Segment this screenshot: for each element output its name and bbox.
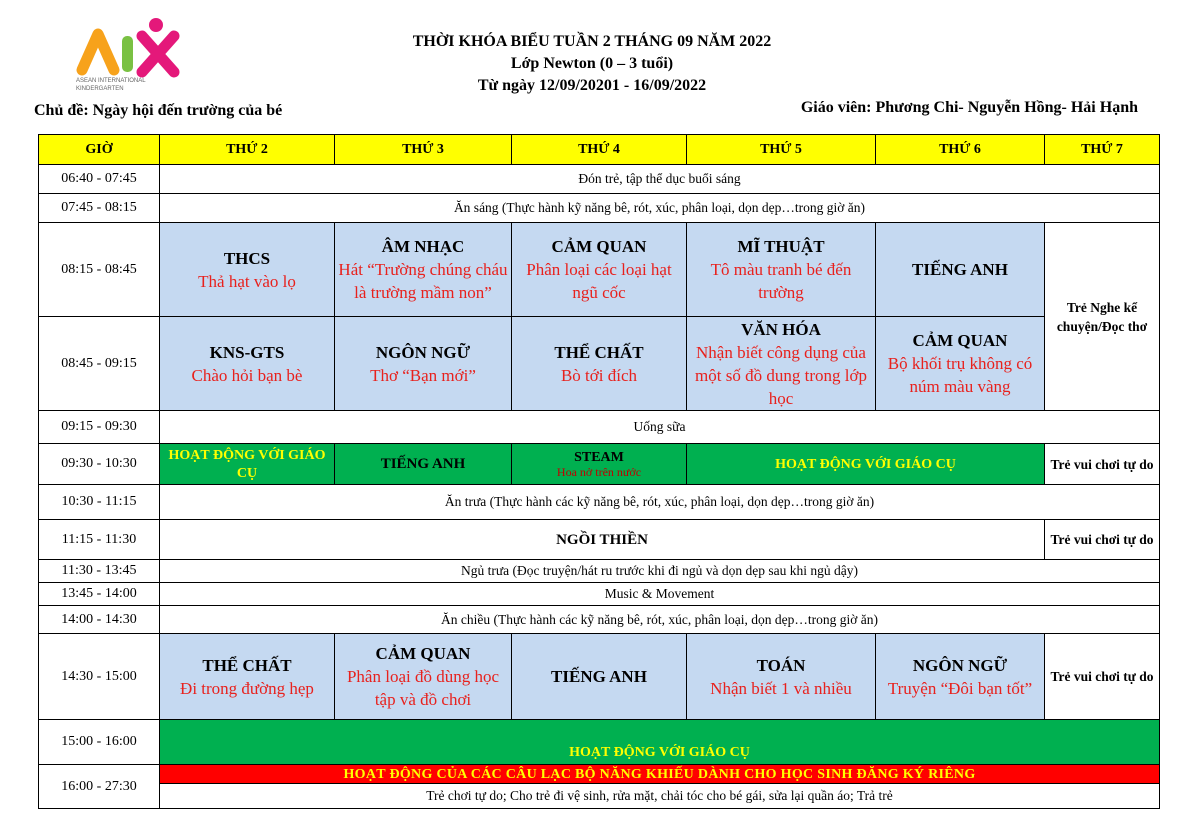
time-cell: 10:30 - 11:15 — [39, 485, 160, 520]
subject-label: THCS — [223, 248, 271, 268]
time-cell: 09:15 - 09:30 — [39, 411, 160, 444]
col-header-tue: THỨ 3 — [335, 135, 512, 165]
activity-label: Nhận biết 1 và nhiều — [710, 678, 852, 698]
subject-label: NGÔN NGỮ — [912, 655, 1008, 675]
activity-label: Tô màu tranh bé đến trường — [710, 260, 852, 302]
lesson-cell — [876, 223, 1045, 317]
subject-label: KNS-GTS — [209, 342, 285, 362]
activity-label: Chào hỏi bạn bè — [191, 365, 303, 385]
table-row — [39, 411, 1160, 444]
time-cell: 15:00 - 16:00 — [39, 720, 160, 765]
lesson-cell — [687, 317, 876, 411]
time-cell: 11:30 - 13:45 — [39, 560, 160, 583]
activity-cell: Ăn sáng (Thực hành kỹ năng bê, rót, xúc, phân loại, dọn dẹp…trong giờ ăn) — [160, 194, 1160, 223]
page-title: THỜI KHÓA BIỂU TUẦN 2 THÁNG 09 NĂM 2022 — [412, 33, 772, 50]
lesson-cell — [160, 317, 335, 411]
table-row — [39, 165, 1160, 194]
table-row — [39, 223, 1160, 317]
table-row — [39, 194, 1160, 223]
table-row — [39, 765, 1160, 784]
time-cell: 07:45 - 08:15 — [39, 194, 160, 223]
activity-label: Truyện “Đôi bạn tốt” — [887, 678, 1033, 698]
lesson-cell — [687, 223, 876, 317]
activity-label: Phân loại các loại hạt ngũ cốc — [526, 260, 672, 302]
saturday-free-play-cell: Trẻ vui chơi tự do — [1045, 634, 1160, 720]
time-cell: 09:30 - 10:30 — [39, 444, 160, 485]
col-header-thu: THỨ 5 — [687, 135, 876, 165]
logo-subtext-1: ASEAN INTERNATIONAL — [76, 78, 146, 84]
table-row — [39, 720, 1160, 765]
teacher-label: Giáo viên: Phương Chi- Nguyễn Hồng- Hải Hạnh — [800, 99, 1138, 116]
saturday-free-play-cell: Trẻ vui chơi tự do — [1045, 444, 1160, 485]
teaching-aids-label: HOẠT ĐỘNG VỚI GIÁO CỤ — [168, 448, 326, 481]
lesson-cell — [512, 223, 687, 317]
col-header-fri: THỨ 6 — [876, 135, 1045, 165]
lesson-cell — [876, 317, 1045, 411]
activity-label: Hát “Trường chúng cháu là trường mầm non” — [338, 260, 508, 302]
table-row — [39, 444, 1160, 485]
topic-label: Chủ đề: Ngày hội đến trường của bé — [34, 102, 283, 119]
activity-label: Phân loại đồ dùng học tập và đồ chơi — [346, 667, 500, 709]
steam-cell — [512, 444, 687, 485]
col-header-mon: THỨ 2 — [160, 135, 335, 165]
activity-cell: Ăn chiều (Thực hành các kỹ năng bê, rót, xúc, phân loại, dọn dẹp…trong giờ ăn) — [160, 606, 1160, 634]
subject-label: CẢM QUAN — [551, 237, 647, 256]
lesson-cell — [160, 223, 335, 317]
subject-label: NGÔN NGỮ — [375, 342, 471, 362]
table-row — [39, 634, 1160, 720]
activity-label: Nhận biết công dụng của một số đồ dung trong lớp học — [695, 342, 867, 408]
time-cell: 08:15 - 08:45 — [39, 223, 160, 317]
steam-activity: Hoa nở trên nước — [556, 464, 642, 479]
activity-label: Thả hạt vào lọ — [198, 271, 296, 291]
activity-label: Bộ khối trụ không có núm màu vàng — [887, 354, 1033, 396]
col-header-sat: THỨ 7 — [1045, 135, 1160, 165]
activity-cell: Uống sữa — [160, 411, 1160, 444]
time-cell: 06:40 - 07:45 — [39, 165, 160, 194]
timetable — [38, 134, 1160, 809]
saturday-story-cell: Trẻ Nghe kể chuyện/Đọc thơ — [1045, 223, 1160, 411]
subject-label: VĂN HÓA — [741, 319, 821, 339]
time-cell: 08:45 - 09:15 — [39, 317, 160, 411]
activity-label: Bò tới đích — [560, 365, 638, 385]
table-row — [39, 560, 1160, 583]
lesson-cell — [160, 634, 335, 720]
table-row — [39, 583, 1160, 606]
teaching-aids-cell — [687, 444, 1045, 485]
subject-label: MĨ THUẬT — [737, 237, 825, 256]
activity-cell: Ăn trưa (Thực hành các kỹ năng bê, rót, xúc, phân loại, dọn dẹp…trong giờ ăn) — [160, 485, 1160, 520]
activity-label: Đi trong đường hẹp — [180, 678, 314, 698]
activity-cell: Đón trẻ, tập thể dục buổi sáng — [160, 165, 1160, 194]
logo-subtext-2: KINDERGARTEN — [76, 86, 124, 92]
subject-label: THỂ CHẤT — [202, 655, 292, 675]
english-label: TIẾNG ANH — [380, 456, 466, 472]
activity-cell: Ngủ trưa (Đọc truyện/hát ru trước khi đi ngủ và dọn dẹp sau khi ngủ dậy) — [160, 560, 1160, 583]
col-header-wed: THỨ 4 — [512, 135, 687, 165]
subject-label: THỂ CHẤT — [554, 342, 644, 362]
activity-cell: Trẻ chơi tự do; Cho trẻ đi vệ sinh, rửa mặt, chải tóc cho bé gái, sửa lại quần áo; Trả trẻ — [160, 784, 1160, 809]
subject-label: CẢM QUAN — [375, 644, 471, 663]
time-cell: 14:00 - 14:30 — [39, 606, 160, 634]
time-cell: 16:00 - 27:30 — [39, 765, 160, 809]
time-cell: 14:30 - 15:00 — [39, 634, 160, 720]
meditation-cell — [160, 520, 1045, 560]
teaching-aids-label: HOẠT ĐỘNG VỚI GIÁO CỤ — [569, 745, 750, 760]
lesson-cell — [687, 634, 876, 720]
header-row — [39, 135, 1160, 165]
teaching-aids-cell — [160, 720, 1160, 765]
table-row — [39, 520, 1160, 560]
meditation-label: NGỒI THIỀN — [556, 531, 648, 548]
lesson-cell — [335, 634, 512, 720]
class-name: Lớp Newton (0 – 3 tuổi) — [510, 55, 674, 72]
date-range: Từ ngày 12/09/20201 - 16/09/2022 — [477, 77, 707, 94]
saturday-free-play-cell: Trẻ vui chơi tự do — [1045, 520, 1160, 560]
lesson-cell — [512, 634, 687, 720]
steam-label: STEAM — [574, 449, 624, 465]
clubs-label: HOẠT ĐỘNG CỦA CÁC CÂU LẠC BỘ NĂNG KHIẾU DÀNH CHO HỌC SINH ĐĂNG KÝ RIÊNG — [343, 767, 976, 782]
subject-label: TIẾNG ANH — [551, 667, 647, 686]
subject-label: CẢM QUAN — [912, 331, 1008, 350]
lesson-cell — [335, 317, 512, 411]
lesson-cell — [335, 223, 512, 317]
teaching-aids-cell — [160, 444, 335, 485]
subject-label: ÂM NHẠC — [381, 237, 465, 256]
subject-label: TOÁN — [756, 655, 806, 675]
lesson-cell — [876, 634, 1045, 720]
lesson-cell — [512, 317, 687, 411]
table-row — [39, 606, 1160, 634]
subject-label: TIẾNG ANH — [912, 260, 1008, 279]
activity-label: Thơ “Bạn mới” — [370, 365, 476, 385]
table-row — [39, 317, 1160, 411]
time-cell: 13:45 - 14:00 — [39, 583, 160, 606]
clubs-cell — [160, 765, 1160, 784]
english-cell — [335, 444, 512, 485]
logo-dot — [149, 18, 163, 32]
table-row — [39, 784, 1160, 809]
time-cell: 11:15 - 11:30 — [39, 520, 160, 560]
col-header-time: GIỜ — [39, 135, 160, 165]
teaching-aids-label: HOẠT ĐỘNG VỚI GIÁO CỤ — [775, 457, 956, 472]
activity-cell: Music & Movement — [160, 583, 1160, 606]
table-row — [39, 485, 1160, 520]
